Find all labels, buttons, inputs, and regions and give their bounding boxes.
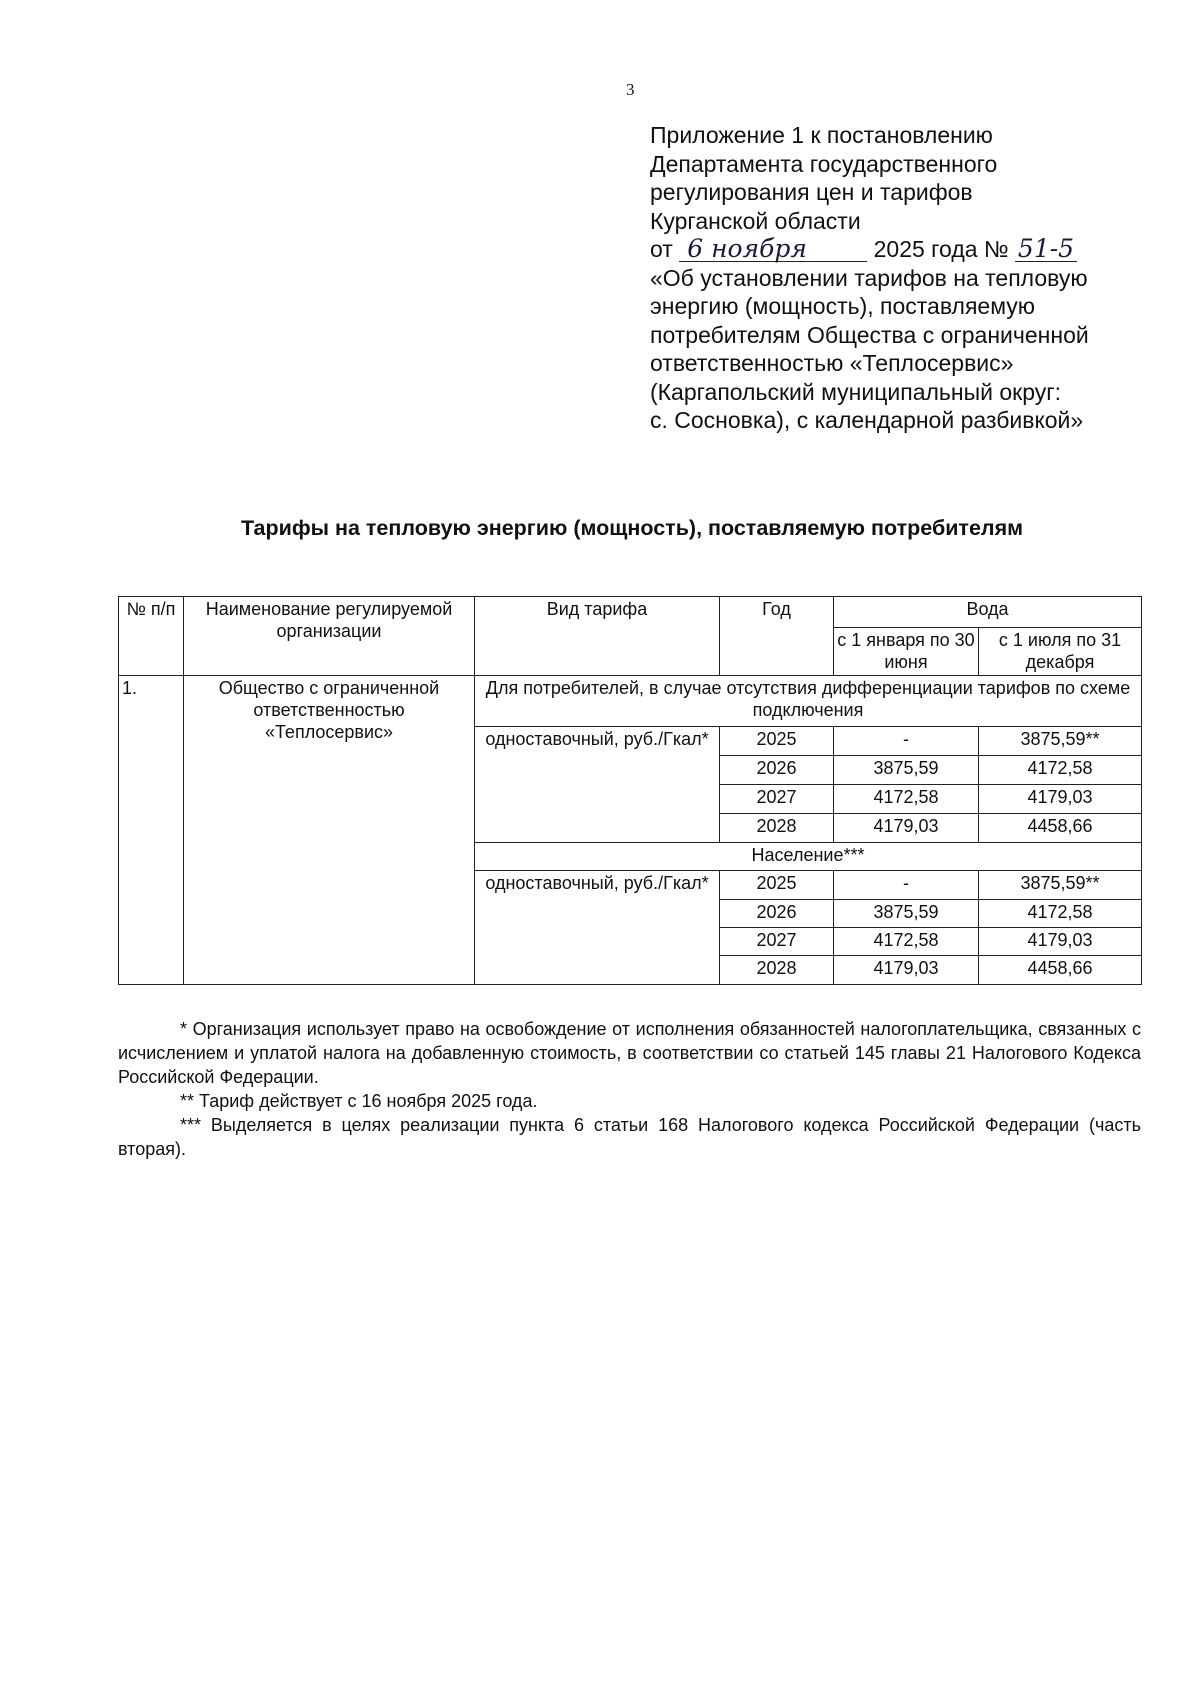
page-number: 3 [626,80,635,99]
appendix-header [650,121,1170,435]
header-period1: с 1 января по 30 июня [834,628,979,676]
period1-value: 3875,59 [834,900,979,928]
period2-value: 4179,03 [979,785,1142,814]
handwritten-number: 51-5 [1015,237,1077,262]
year-text: 2025 года № [873,236,1009,262]
period1-value: 4179,03 [834,814,979,843]
period1-value: - [834,871,979,900]
subject-line: с. Сосновка), с календарной разбивкой» [650,407,1084,433]
year-cell: 2027 [720,785,834,814]
header-group: Вода [834,597,1142,628]
period2-value: 4172,58 [979,756,1142,785]
subject-line: (Каргапольский муниципальный округ: [650,378,1062,405]
header-year: Год [720,597,834,676]
row-number: 1. [119,676,184,985]
period2-value: 4458,66 [979,814,1142,843]
subject-line: ответственностью «Теплосервис» [650,350,1014,376]
date-line [650,235,1170,264]
period1-value: 4179,03 [834,956,979,985]
period2-value: 4179,03 [979,928,1142,956]
tariff-table [118,596,1142,985]
year-cell: 2025 [720,727,834,756]
footnote-population: *** Выделяется в целях реализации пункта 6 статьи 168 Налогового кодекса Российской Федерации (часть вторая). [118,1115,1141,1159]
header-line: Департамента государственного [650,150,998,177]
header-line: Курганской области [650,207,861,234]
year-cell: 2028 [720,814,834,843]
date-prefix: от [650,236,673,262]
header-org: Наименование регулируемой организации [184,597,475,676]
period1-value: 4172,58 [834,928,979,956]
year-cell: 2026 [720,756,834,785]
tariff-type: одноставочный, руб./Гкал* [475,871,720,985]
period2-value: 4172,58 [979,900,1142,928]
header-num: № п/п [119,597,184,676]
footnote-vat: * Организация использует право на освобождение от исполнения обязанностей налогоплательщика, связанных с исчислением и уплатой налога на добавленную стоимость, в соответствии со статьей 145 главы 21 Налогового Кодекса Российской Федерации. [118,1019,1141,1087]
header-line: регулирования цен и тарифов [650,179,973,205]
header-tariff-type: Вид тарифа [475,597,720,676]
period1-value: - [834,727,979,756]
document-title: Тарифы на тепловую энергию (мощность), поставляемую потребителям [240,516,1024,540]
section-title: Население*** [475,843,1142,871]
period2-value: 3875,59** [979,871,1142,900]
footnote-effective-date: ** Тариф действует с 16 ноября 2025 года. [180,1091,538,1111]
tariff-type: одноставочный, руб./Гкал* [475,727,720,843]
subject-line: энергию (мощность), поставляемую [650,293,1036,319]
period1-value: 4172,58 [834,785,979,814]
year-cell: 2027 [720,928,834,956]
year-cell: 2026 [720,900,834,928]
year-cell: 2025 [720,871,834,900]
year-cell: 2028 [720,956,834,985]
handwritten-date: 6 ноября [679,237,867,262]
header-line: Приложение 1 к постановлению [650,122,993,148]
section-title: Для потребителей, в случае отсутствия дифференциации тарифов по схеме подключения [475,676,1142,727]
period1-value: 3875,59 [834,756,979,785]
subject-line: «Об установлении тарифов на тепловую [650,264,1088,291]
period2-value: 4458,66 [979,956,1142,985]
period2-value: 3875,59** [979,727,1142,756]
header-period2: с 1 июля по 31 декабря [979,628,1142,676]
org-name: Общество с ограниченной ответственностью «Теплосервис» [184,676,475,985]
subject-line: потребителям Общества с ограниченной [650,321,1089,348]
footnotes [118,1017,1141,1161]
